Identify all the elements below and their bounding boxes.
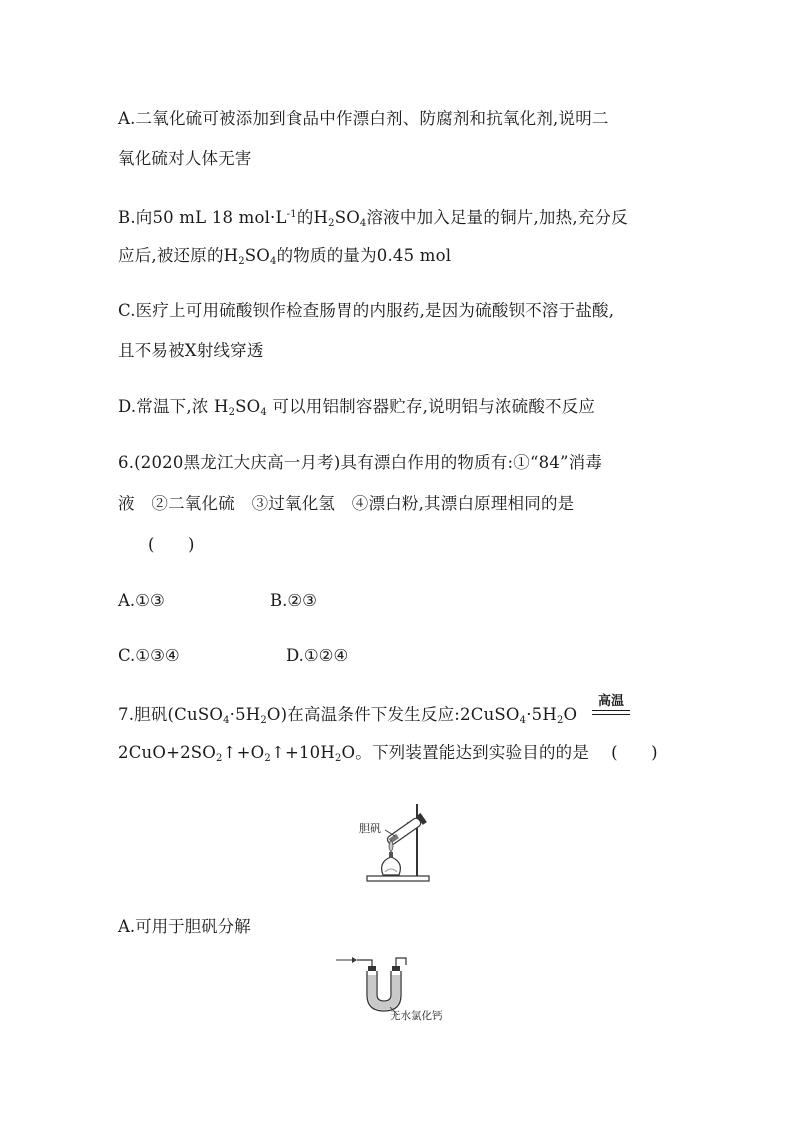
lamp-wick	[389, 852, 393, 857]
question-6-choice-a: A.①③	[118, 591, 165, 610]
subscript: 4	[359, 218, 367, 229]
text-run: 可以用铝制容器贮存,说明铝与浓硫酸不反应	[266, 397, 596, 416]
calcium-chloride-granules	[368, 975, 400, 1010]
text-run: O	[563, 705, 578, 724]
text-run: 2CuO+2SO	[118, 743, 217, 762]
alcohol-lamp	[382, 857, 401, 875]
subscript: 2	[328, 218, 335, 229]
subscript: 2	[260, 715, 267, 726]
heating-apparatus-figure	[355, 796, 445, 886]
subscript: 2	[556, 715, 564, 726]
option-b-line-1	[118, 204, 628, 235]
text-run: 的H	[296, 208, 329, 227]
subscript: 2	[238, 256, 245, 267]
text-run: SO	[235, 397, 261, 416]
text-run: SO	[244, 246, 271, 265]
question-6-choice-b: B.②③	[270, 591, 317, 610]
option-c-line-1: C.医疗上可用硫酸钡作检查肠胃的内服药,是因为硫酸钡不溶于盐酸,	[118, 301, 615, 320]
question-7-line-1	[118, 704, 577, 732]
subscript: 4	[223, 715, 230, 726]
subscript: 2	[264, 753, 271, 764]
text-run: 7.胆矾(CuSO	[118, 705, 224, 724]
subscript: 4	[270, 256, 277, 267]
figure-1-label: 胆矾	[359, 822, 381, 835]
reaction-equals-line-top	[592, 710, 630, 711]
subscript: 2	[216, 753, 223, 764]
text-run: O。下列装置能达到实验目的的是	[341, 743, 590, 762]
superscript: -1	[286, 209, 297, 220]
figure-2-label: 无水氯化钙	[390, 1010, 443, 1022]
subscript: 2	[228, 407, 236, 418]
option-a-line-2: 氧化硫对人体无害	[118, 149, 252, 168]
text-run: ·5H	[526, 705, 557, 724]
subscript: 4	[519, 715, 527, 726]
question-6-line-2: 液 ②二氧化硫 ③过氧化氢 ④漂白粉,其漂白原理相同的是	[118, 494, 575, 513]
subscript: 4	[260, 407, 267, 418]
reaction-equals-line-bottom	[592, 714, 630, 715]
text-run: 的物质的量为0.45 mol	[276, 246, 452, 265]
u-tube-inner	[377, 971, 391, 1001]
outlet-tube	[396, 958, 406, 967]
text-run: SO	[334, 208, 360, 227]
question-7-choice-a: A.可用于胆矾分解	[118, 917, 251, 936]
text-run: ·5H	[229, 705, 261, 724]
left-stopper	[368, 966, 376, 971]
text-run: B.向50 mL 18 mol·L	[118, 208, 287, 227]
option-c-line-2: 且不易被X射线穿透	[118, 341, 264, 360]
text-run: ↑+10H	[270, 743, 335, 762]
text-run: ↑+O	[222, 743, 265, 762]
question-6-answer-parens: ( )	[148, 535, 195, 554]
stand-base	[367, 876, 429, 881]
text-run: O)在高温条件下发生反应:2CuSO	[266, 705, 520, 724]
right-stopper	[392, 966, 400, 971]
text-run: 应后,被还原的H	[118, 246, 239, 265]
question-6-choice-d: D.①②④	[286, 646, 349, 665]
question-6-choice-c: C.①③④	[118, 646, 180, 665]
reaction-condition: 高温	[597, 694, 624, 709]
inlet-tube	[357, 960, 372, 967]
text-run: D.常温下,浓 H	[118, 397, 229, 416]
flame-icon	[389, 840, 393, 852]
question-7-answer-parens: ( )	[611, 743, 658, 762]
arrow-head-icon	[352, 957, 357, 963]
subscript: 2	[334, 753, 342, 764]
option-b-line-2	[118, 245, 451, 273]
question-7-line-2	[118, 742, 658, 770]
question-6-line-1: 6.(2020黑龙江大庆高一月考)具有漂白作用的物质有:①“84”消毒	[118, 453, 603, 472]
text-run: 溶液中加入足量的铜片,加热,充分反	[366, 208, 628, 227]
option-d-line-1	[118, 396, 595, 424]
option-a-line-1: A.二氧化硫可被添加到食品中作漂白剂、防腐剂和抗氧化剂,说明二	[118, 109, 609, 128]
